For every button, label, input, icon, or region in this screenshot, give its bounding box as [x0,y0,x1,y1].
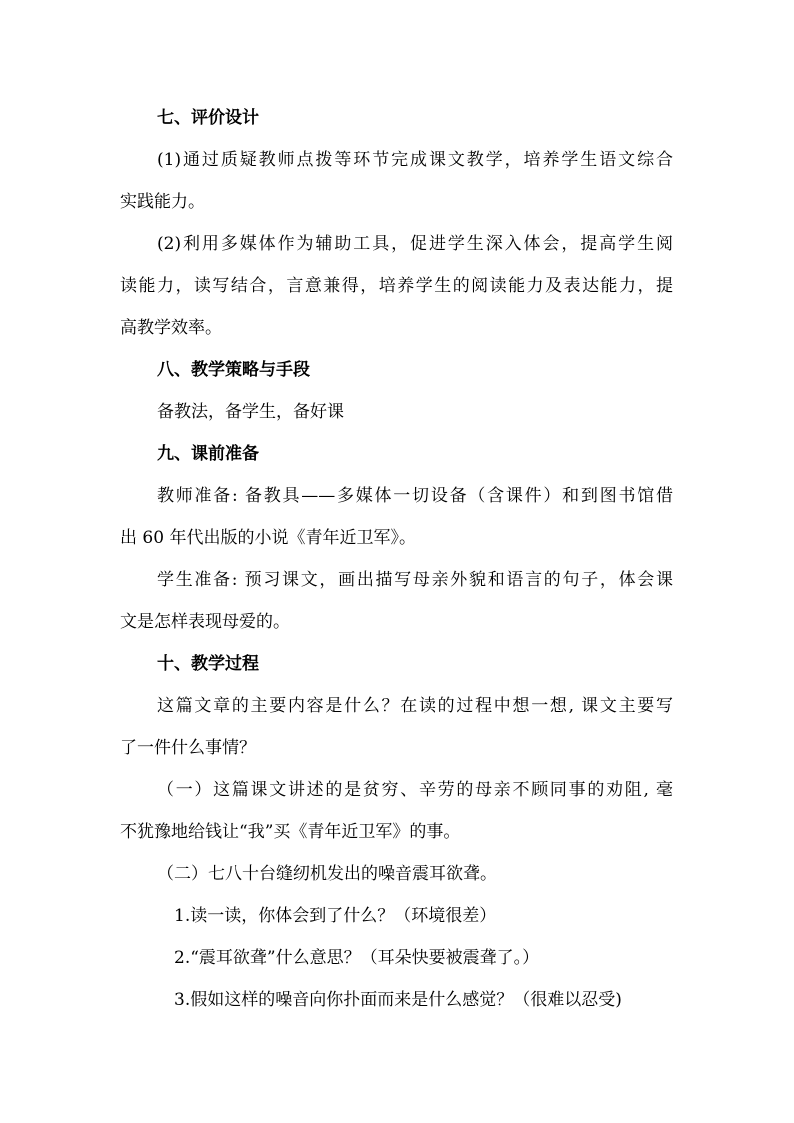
evaluation-paragraph-2-line-1: (2)利用多媒体作为辅助工具，促进学生深入体会，提高学生阅 [157,234,673,254]
section-heading-evaluation: 七、评价设计 [157,108,259,128]
section-heading-preparation: 九、课前准备 [157,444,259,464]
evaluation-paragraph-2-line-2: 读能力，读写结合，言意兼得，培养学生的阅读能力及表达能力，提 [120,276,673,296]
preparation-student-line-1: 学生准备: 预习课文，画出描写母亲外貌和语言的句子，体会课 [157,570,673,590]
strategy-line-1: 备教法，备学生，备好课 [157,402,344,422]
process-part-1-line-1: （一）这篇课文讲述的是贫穷、辛劳的母亲不顾同事的劝阻, 毫 [157,780,673,800]
process-item-1: 1.读一读，你体会到了什么？（环境很差） [174,906,497,926]
process-question-line-2: 了一件什么事情？ [120,738,256,758]
process-part-2-heading: （二）七八十台缝纫机发出的噪音震耳欲聋。 [157,864,497,884]
process-item-2: 2.“震耳欲聋”什么意思？（耳朵快要被震聋了。） [174,948,540,968]
process-question-line-1: 这篇文章的主要内容是什么？在读的过程中想一想, 课文主要写 [157,696,673,716]
section-heading-strategy: 八、教学策略与手段 [157,360,310,380]
evaluation-paragraph-1-line-1: (1)通过质疑教师点拨等环节完成课文教学，培养学生语文综合 [157,150,673,170]
evaluation-paragraph-2-line-3: 高教学效率。 [120,318,222,338]
preparation-teacher-line-1: 教师准备: 备教具——多媒体一切设备（含课件）和到图书馆借 [157,486,673,506]
preparation-teacher-line-2: 出 60 年代出版的小说《青年近卫军》。 [120,528,416,548]
process-item-3: 3.假如这样的噪音向你扑面而来是什么感觉？（很难以忍受) [174,990,622,1010]
preparation-student-line-2: 文是怎样表现母爱的。 [120,612,290,632]
process-part-1-line-2: 不犹豫地给钱让“我”买《青年近卫军》的事。 [120,822,461,842]
section-heading-process: 十、教学过程 [157,654,259,674]
evaluation-paragraph-1-line-2: 实践能力。 [120,192,205,212]
